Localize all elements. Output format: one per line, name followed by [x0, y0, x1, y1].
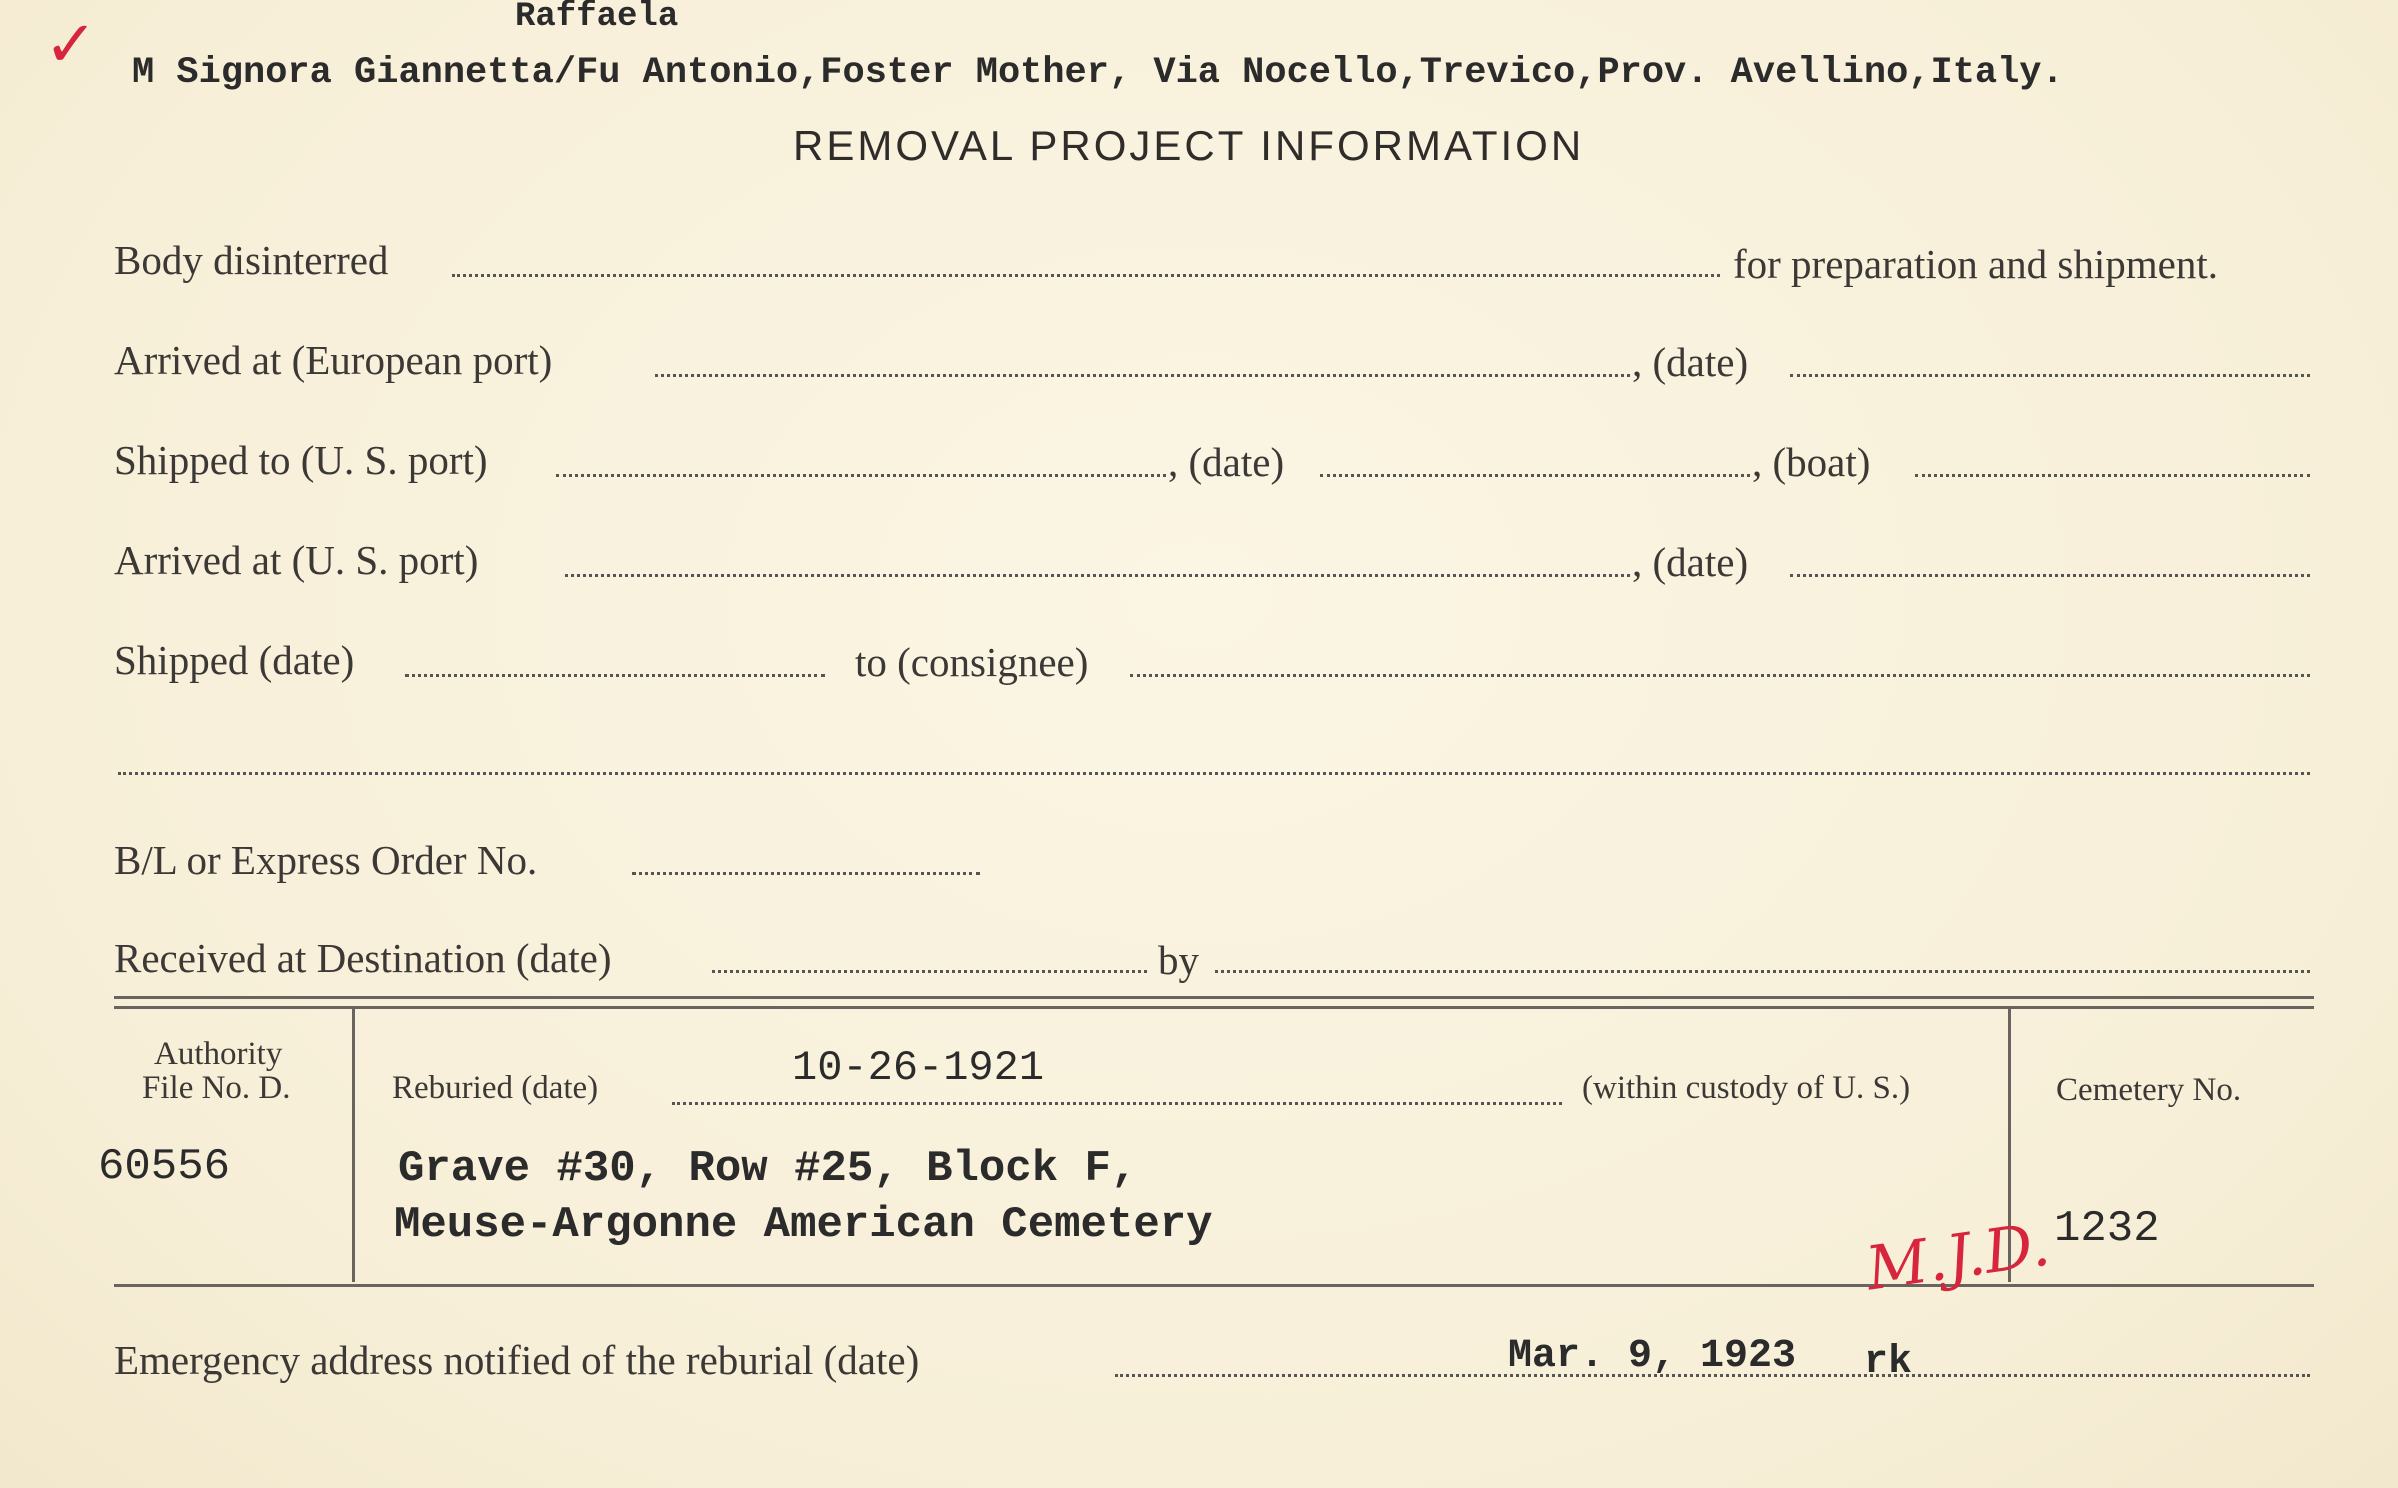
field-shipped-date[interactable] — [405, 674, 825, 677]
clerk-initials: rk — [1864, 1340, 1913, 1385]
reburied-date: 10-26-1921 — [792, 1044, 1045, 1092]
label-arrived-european: Arrived at (European port) — [114, 337, 553, 383]
label-reburied: Reburied (date) — [392, 1070, 599, 1106]
label-date-1: , (date) — [1632, 339, 1749, 385]
field-european-port[interactable] — [655, 374, 1630, 377]
label-body-disinterred: Body disinterred — [114, 237, 389, 283]
form-title: REMOVAL PROJECT INFORMATION — [793, 122, 1585, 169]
field-arrived-us[interactable] — [565, 574, 1630, 577]
label-date-3: , (date) — [1632, 539, 1749, 585]
label-for-preparation: for preparation and shipment. — [1733, 241, 2219, 287]
label-authority: Authority — [154, 1036, 283, 1072]
label-shipped-to: Shipped to (U. S. port) — [114, 437, 488, 483]
field-received-date[interactable] — [712, 970, 1147, 973]
name-insertion: Raffaela — [515, 0, 679, 36]
grave-location-line-2: Meuse-Argonne American Cemetery — [394, 1200, 1213, 1250]
label-file-no: File No. D. — [142, 1070, 291, 1106]
authority-file-number: 60556 — [98, 1142, 231, 1192]
addressee-line: M Signora Giannetta/Fu Antonio,Foster Mother, Via Nocello,Trevico,Prov. Avellino,Italy. — [132, 52, 2064, 94]
field-date-1[interactable] — [1790, 374, 2310, 377]
label-boat: , (boat) — [1752, 439, 1871, 485]
field-date-3[interactable] — [1790, 574, 2310, 577]
field-body-disinterred[interactable] — [452, 274, 1720, 277]
cemetery-number: 1232 — [2054, 1204, 2160, 1254]
field-reburied-date[interactable] — [672, 1102, 1562, 1105]
field-received-by[interactable] — [1215, 970, 2310, 973]
label-by: by — [1158, 937, 1199, 983]
divider-top-1 — [114, 996, 2314, 999]
field-consignee[interactable] — [1130, 674, 2310, 677]
field-us-port[interactable] — [556, 474, 1166, 477]
label-emergency-address: Emergency address notified of the reburial (date) — [114, 1337, 920, 1383]
label-date-2: , (date) — [1168, 439, 1285, 485]
handwritten-initials: M.J.D. — [1862, 1209, 2054, 1305]
divider-top-2 — [114, 1006, 2314, 1009]
grave-location-line-1: Grave #30, Row #25, Block F, — [398, 1144, 1138, 1194]
emergency-date: Mar. 9, 1923 — [1508, 1334, 1797, 1379]
label-bl-order: B/L or Express Order No. — [114, 837, 538, 883]
label-to-consignee: to (consignee) — [855, 639, 1089, 685]
label-received-destination: Received at Destination (date) — [114, 935, 612, 981]
field-date-2[interactable] — [1320, 474, 1750, 477]
divider-left — [352, 1008, 355, 1282]
label-custody: (within custody of U. S.) — [1582, 1070, 1911, 1106]
label-cemetery-no: Cemetery No. — [2056, 1072, 2242, 1108]
label-shipped-date: Shipped (date) — [114, 637, 355, 683]
field-boat[interactable] — [1915, 474, 2310, 477]
field-consignee-continued[interactable] — [118, 772, 2310, 775]
check-mark-icon: ✓ — [44, 8, 98, 82]
label-arrived-us: Arrived at (U. S. port) — [114, 537, 479, 583]
field-bl-order[interactable] — [632, 872, 980, 875]
